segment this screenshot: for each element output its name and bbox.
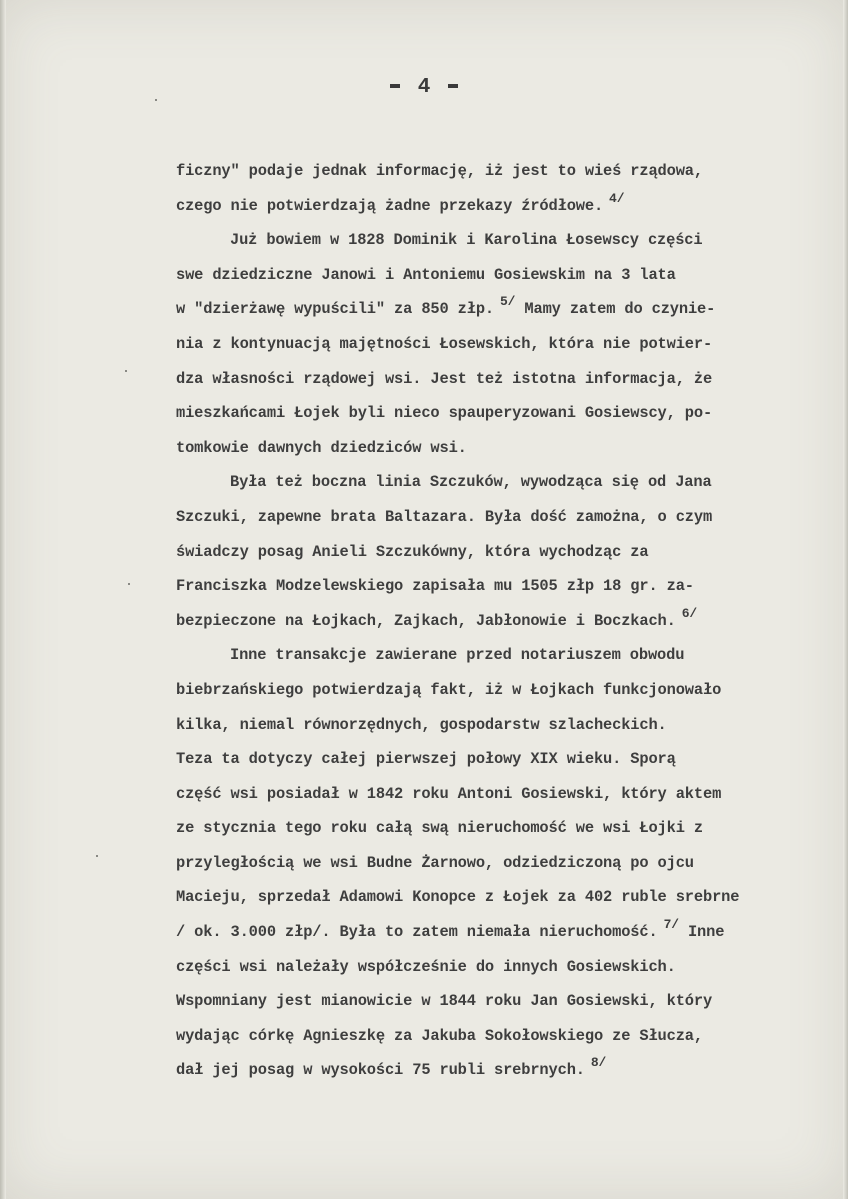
text-line <box>176 673 836 708</box>
footnote-ref: 8/ <box>590 1055 607 1071</box>
line-text: kilka, niemal równorzędnych, gospodarstw szlacheckich. <box>176 715 667 734</box>
line-text: w "dzierżawę wypuścili" za 850 złp. <box>176 300 495 319</box>
text-line <box>176 258 836 293</box>
paper-speck <box>96 855 98 857</box>
page-number-value: 4 <box>417 76 431 99</box>
line-text: ficzny" podaje jednak informację, iż jest to wieś rządowa, <box>176 162 703 180</box>
line-text: Już bowiem w 1828 Dominik i Karolina Łosewscy części <box>230 231 703 250</box>
text-line <box>176 362 836 397</box>
line-text: Wspomniany jest mianowicie w 1844 roku Jan Gosiewski, który <box>176 992 713 1011</box>
line-text: biebrzańskiego potwierdzają fakt, iż w Łojkach funkcjonowało <box>176 680 722 699</box>
line-text: wydając córkę Agnieszkę za Jakuba Sokołowskiego ze Słucza, <box>176 1026 703 1045</box>
line-text: przyległością we wsi Budne Żarnowo, odziedziczoną po ojcu <box>176 853 694 872</box>
text-line <box>176 708 836 743</box>
page-edge-right <box>843 0 848 1199</box>
line-text: Franciszka Modzelewskiego zapisała mu 1505 złp 18 gr. za- <box>176 577 694 596</box>
text-line <box>176 604 836 639</box>
line-text: nia z kontynuacją majętności Łosewskich, która nie potwier- <box>176 334 713 353</box>
text-line <box>176 984 836 1019</box>
page-number <box>0 76 848 99</box>
text-line <box>176 535 836 570</box>
text-line <box>176 915 836 950</box>
text-line <box>176 189 836 224</box>
line-text: Była też boczna linia Szczuków, wywodząca się od Jana <box>230 473 712 492</box>
footnote-ref: 5/ <box>500 294 516 310</box>
line-text: Szczuki, zapewne brata Baltazara. Była dość zamożna, o czym <box>176 507 713 526</box>
line-text: części wsi należały współcześnie do innych Gosiewskich. <box>176 957 676 976</box>
footnote-ref: 6/ <box>681 605 698 621</box>
line-text: swe dziedziczne Janowi i Antoniemu Gosiewskim na 3 lata <box>176 265 676 284</box>
line-text: tomkowie dawnych dziedziców wsi. <box>176 438 467 457</box>
text-line <box>176 569 836 604</box>
text-line <box>176 465 836 500</box>
line-text-continued: Inne <box>687 923 725 942</box>
line-text: ze stycznia tego roku całą swą nieruchomość we wsi Łojki z <box>176 819 703 838</box>
line-text: Macieju, sprzedał Adamowi Konopce z Łojek za 402 ruble srebrne <box>176 888 740 907</box>
footnote-ref: 4/ <box>609 190 625 206</box>
text-line <box>176 777 836 812</box>
line-text: / ok. 3.000 złp/. Była to zatem niemała nieruchomość. <box>176 923 658 942</box>
line-text: bezpieczone na Łojkach, Zajkach, Jabłonowie i Boczkach. <box>176 611 676 630</box>
text-line <box>176 846 836 881</box>
page-edge-left <box>0 0 6 1199</box>
line-text: świadczy posag Anieli Szczukówny, która wychodząc za <box>176 542 649 561</box>
line-text-continued: Mamy zatem do czynie- <box>524 300 716 319</box>
body-text <box>176 154 836 1088</box>
paper-speck <box>125 370 127 372</box>
text-line <box>176 327 836 362</box>
line-text: czego nie potwierdzają żadne przekazy źródłowe. <box>176 196 604 215</box>
text-line <box>176 396 836 431</box>
text-line <box>176 950 836 985</box>
text-line <box>176 638 836 673</box>
line-text: mieszkańcami Łojek byli nieco spauperyzowani Gosiewscy, po- <box>176 404 713 423</box>
text-line <box>176 742 836 777</box>
line-text: Teza ta dotyczy całej pierwszej połowy XIX wieku. Sporą <box>176 750 676 769</box>
line-text: część wsi posiadał w 1842 roku Antoni Gosiewski, który aktem <box>176 784 722 803</box>
text-line <box>176 500 836 535</box>
paper-speck <box>128 583 130 585</box>
page-number-dash-right <box>448 84 458 88</box>
line-text: dza własności rządowej wsi. Jest też istotna informacja, że <box>176 369 713 388</box>
page-number-dash-left <box>390 84 400 88</box>
text-line <box>176 292 836 327</box>
text-line <box>176 1019 836 1054</box>
text-line <box>176 431 836 466</box>
text-line <box>176 880 836 915</box>
footnote-ref: 7/ <box>663 917 679 933</box>
paper-speck <box>155 99 157 101</box>
line-text: Inne transakcje zawierane przed notariuszem obwodu <box>230 646 685 665</box>
text-line <box>176 154 836 189</box>
text-line <box>176 1053 836 1088</box>
text-line <box>176 811 836 846</box>
text-line <box>176 223 836 258</box>
line-text: dał jej posag w wysokości 75 rubli srebrnych. <box>176 1061 585 1080</box>
